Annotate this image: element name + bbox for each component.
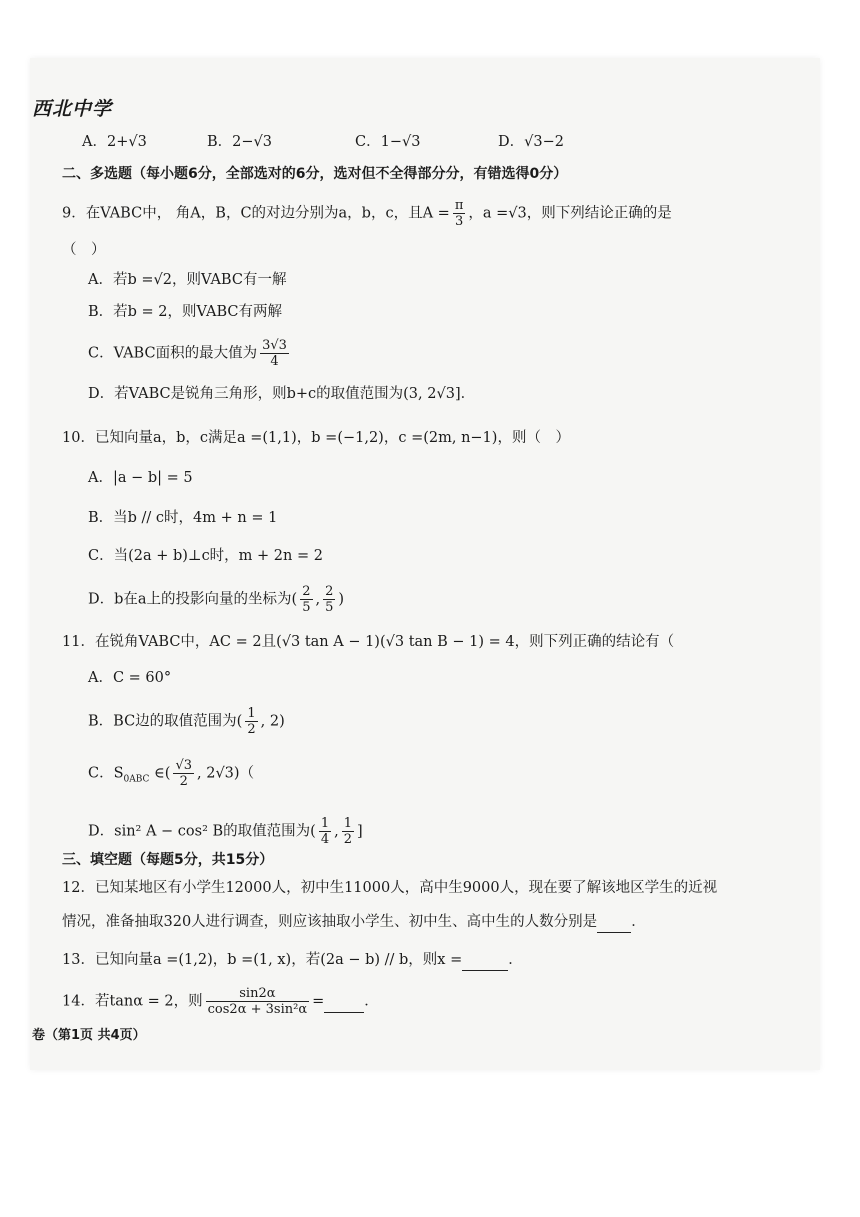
school-name: 西北中学 xyxy=(32,98,113,120)
q8-option-d: D．√3−2 xyxy=(498,134,564,150)
q10-d-frac1 xyxy=(300,584,312,615)
q10-option-a: A．|a − b| = 5 xyxy=(88,470,193,486)
q12-line2 xyxy=(62,912,646,933)
q14-answer-blank[interactable] xyxy=(324,992,364,1013)
q10-d-d1: 5 xyxy=(302,600,311,615)
q11-d-d1: 4 xyxy=(320,832,330,847)
q10-option-d-text: D．b在a上的投影向量的坐标为( xyxy=(88,591,298,608)
q9-stem-part2: ，a =√3，则下列结论正确的是 xyxy=(468,205,672,222)
q9-option-c-text: C．VABC面积的最大值为 xyxy=(88,345,258,362)
q9-option-d: D．若VABC是锐角三角形，则b+c的取值范围为(3, 2√3]． xyxy=(88,386,476,402)
q13-answer-blank[interactable] xyxy=(462,950,508,971)
q12-line2-text: 情况，准备抽取320人进行调查，则应该抽取小学生、初中生、高中生的人数分别是 xyxy=(62,914,598,930)
q11-d-n2: 1 xyxy=(343,816,353,831)
q8-option-b: B．2−√3 xyxy=(207,134,272,150)
q9-c-num: 3√3 xyxy=(262,338,287,353)
q11-b-den: 2 xyxy=(247,722,256,737)
q14-text: 14．若tanα = 2，则 xyxy=(62,993,203,1010)
q11-option-c xyxy=(88,758,254,789)
q11-c-in: ∈( xyxy=(149,765,171,782)
q11-stem: 11．在锐角VABC中，AC = 2且(√3 tan A − 1)(√3 tan B − 1) = 4，则下列正确的结论有（ xyxy=(62,634,675,650)
q11-b-num: 1 xyxy=(247,706,256,721)
q9-answer-paren: （ ） xyxy=(62,242,106,258)
q10-stem: 10．已知向量a，b，c满足a =(1,1)，b =(−1,2)，c =(2m, n−1)，则（ ） xyxy=(62,430,570,446)
q8-option-c: C．1−√3 xyxy=(355,134,421,150)
q13-text: 13．已知向量a =(1,2)，b =(1, x)，若(2a − b) // b，则x = xyxy=(62,952,463,968)
section-multi-choice: 二、多选题（每小题6分，全部选对的6分，选对但不全得部分分，有错选得0分） xyxy=(62,166,568,182)
section-fill-blank: 三、填空题（每题5分，共15分） xyxy=(62,852,274,868)
q11-d-close: ] xyxy=(357,823,363,840)
q14-fraction xyxy=(206,986,309,1017)
q11-c-s: C．S xyxy=(88,765,124,782)
q10-d-close: ) xyxy=(338,591,345,608)
q11-d-frac1 xyxy=(319,816,331,847)
q11-b-frac xyxy=(245,706,257,737)
q10-option-d: D．b在a上的投影向量的坐标为( $\frac{2}{5}$ , $\frac{2}{5}$ ) xyxy=(88,584,345,615)
q14-num: sin2α xyxy=(206,986,309,1002)
q13-end: ． xyxy=(508,952,523,968)
q9-frac-den: 3 xyxy=(454,214,464,229)
q14-equals: = xyxy=(312,993,325,1010)
q11-option-a: A．C = 60° xyxy=(88,670,172,686)
q8-option-a: A．2+√3 xyxy=(82,134,147,150)
q11-b-close: , 2) xyxy=(260,713,285,730)
q11-c-frac xyxy=(173,758,194,789)
q11-c-num: √3 xyxy=(175,758,192,773)
page-footer: 卷（第1页 共4页） xyxy=(32,1028,146,1043)
q14-end: ． xyxy=(364,993,379,1010)
q13 xyxy=(62,950,523,971)
q11-option-b-text: B．BC边的取值范围为( xyxy=(88,713,243,730)
q11-option-d: D．sin² A − cos² B的取值范围为( $\frac{1}{4}$ , $\frac{1}{2}$ ] xyxy=(88,816,363,847)
q10-option-b: B．当b // c时，4m + n = 1 xyxy=(88,510,278,526)
q11-d-d2: 2 xyxy=(343,832,353,847)
q11-c-close: , 2√3)（ xyxy=(197,765,255,782)
q11-c-den: 2 xyxy=(179,774,188,789)
q11-c-sub: 0ABC xyxy=(123,774,150,785)
q10-option-c: C．当(2a + b)⊥c时，m + 2n = 2 xyxy=(88,548,323,564)
q11-d-frac2 xyxy=(342,816,354,847)
q9-option-c-fraction xyxy=(260,338,289,369)
q14 xyxy=(62,986,379,1017)
q14-den: cos2α + 3sin²α xyxy=(207,1002,308,1017)
q12-end: ． xyxy=(631,914,646,930)
q9-angle-fraction xyxy=(453,198,466,229)
q11-d-n1: 1 xyxy=(320,816,330,831)
q9-option-a: A．若b =√2，则VABC有一解 xyxy=(88,272,287,288)
q9-frac-num: π xyxy=(454,198,464,213)
q9-c-den: 4 xyxy=(270,354,279,369)
q9-option-c xyxy=(88,338,292,369)
q11-option-b xyxy=(88,706,285,737)
q10-d-n2: 2 xyxy=(325,584,334,599)
q9-stem xyxy=(62,198,672,229)
q9-stem-part1: 9．在VABC中， 角A，B，C的对边分别为a，b，c，且A = xyxy=(62,205,450,222)
q12-line1: 12．已知某地区有小学生12000人，初中生11000人，高中生9000人，现在要了解该地区学生的近视 xyxy=(62,880,718,896)
q10-d-d2: 5 xyxy=(325,600,334,615)
q11-option-d-text: D．sin² A − cos² B的取值范围为( xyxy=(88,823,316,840)
q10-d-n1: 2 xyxy=(302,584,311,599)
q12-answer-blank[interactable] xyxy=(597,912,631,933)
q9-option-b: B．若b = 2，则VABC有两解 xyxy=(88,304,283,320)
q10-d-frac2 xyxy=(323,584,335,615)
